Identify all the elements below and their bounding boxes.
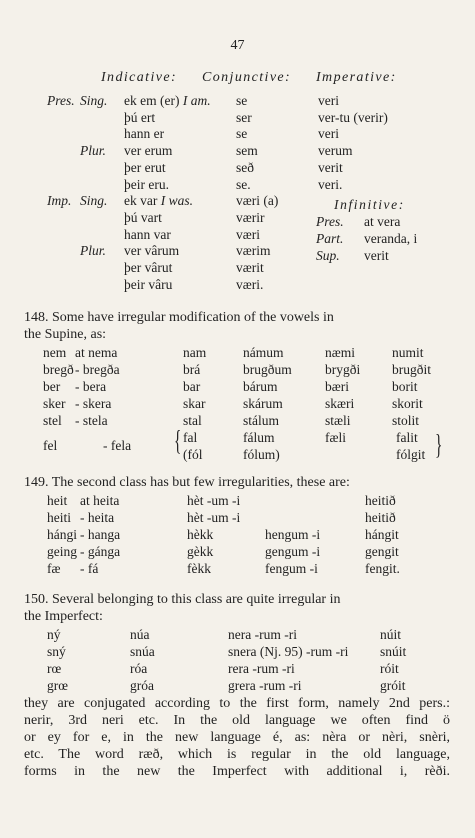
text-line: etc. The word ræð, which is regular in the old language, [24,747,450,762]
conjunctive-form: væri [236,226,261,242]
text-line: nerir, 3rd neri etc. In the old language we often find ö [24,713,450,728]
fel-col6b: fólgit [396,447,426,462]
cell-149: heit [47,493,68,508]
cell-148: numit [392,345,424,360]
fel-col4a: fálum [243,430,275,445]
cell-148: stel [43,413,62,428]
cell-150: núa [130,627,150,642]
cell-148: sker [43,396,66,411]
indicative-form: ek em (er) I am. [124,93,211,108]
cell-149: hèkk [187,527,214,542]
cell-148: brugðum [243,362,292,377]
infinitive-label: Sup. [316,248,340,263]
cell-150: snera (Nj. 95) -rum -ri [228,644,349,659]
cell-149: fèkk [187,561,211,576]
cell-150: róa [130,661,148,676]
number-label: Sing. [80,93,108,108]
cell-149: hèt -um -i [187,493,241,508]
cell-148: brygði [325,362,361,377]
infinitive-label: Part. [316,231,344,246]
cell-149: at heita [80,493,120,508]
cell-149: - gánga [80,544,121,559]
cell-149: gengit [365,544,399,559]
fel-col5: fæli [325,430,347,445]
cell-148: nam [183,345,207,360]
cell-148: bæri [325,379,350,394]
cell-148: skorit [392,396,423,411]
indicative-form: ek var I was. [124,193,193,209]
cell-148: - skera [75,396,112,411]
cell-150: ný [47,627,61,642]
fel-col1: fel [43,438,58,453]
indicative-form: hann var [124,226,171,242]
cell-148: - bera [75,379,107,394]
cell-149: hángi [47,527,77,542]
cell-149: fengum -i [265,561,318,576]
english-gloss: I was. [160,193,193,209]
cell-149: - hanga [80,527,121,542]
text-line: they are conjugated according to the first form, namely 2nd pers.: [24,696,450,711]
fel-col3a: fal [183,430,198,445]
cell-148: brugðit [392,362,431,377]
section-149-intro: 149. The second class has but few irregularities, these are: [24,475,350,490]
cell-148: ber [43,379,61,394]
cell-148: skæri [325,396,355,411]
conjunctive-form: værim [236,243,271,259]
cell-150: nera -rum -ri [228,627,297,642]
infinitive-form: verit [364,248,389,263]
cell-148: - bregða [75,362,120,377]
number-label: Plur. [80,143,106,159]
cell-148: borit [392,379,418,394]
conjunctive-form: væri (a) [236,193,279,209]
imperative-form: verum [318,143,353,159]
section-150-intro [24,591,450,625]
cell-148: skar [183,396,206,411]
cell-149: heiti [47,510,71,525]
cell-148: stálum [243,413,279,428]
cell-148: námum [243,345,284,360]
cell-148: bárum [243,379,278,394]
cell-149: gèkk [187,544,214,559]
indicative-form: ver erum [124,143,173,159]
indicative-form: þeir eru. [124,176,169,192]
section-150-line-2: the Imperfect: [24,609,103,624]
indicative-form: þer erut [124,159,166,175]
indicative-form: þer vârut [124,260,173,275]
cell-150: snúit [380,644,407,659]
cell-148: bregð [43,362,74,377]
indicative-form: þú ert [124,109,156,125]
cell-150: núit [380,627,402,642]
conjunctive-form: værit [236,260,264,275]
english-gloss: I am. [182,93,211,108]
cell-150: róit [380,661,399,676]
cell-148: stolit [392,413,420,428]
imperative-form: veri [318,126,339,142]
conjunctive-form: se [236,126,248,142]
conjunctive-form: væri. [236,276,264,292]
conjunctive-form: seð [236,159,254,175]
cell-149: hengum -i [265,527,321,542]
cell-149: geing [47,544,77,559]
number-label: Sing. [80,193,108,209]
cell-148: brá [183,362,201,377]
cell-150: rœ [47,661,62,676]
cell-148: at nema [75,345,118,360]
cell-149: hángit [365,527,399,542]
infinitive-label: Pres. [316,214,344,229]
cell-150: sný [47,644,66,659]
cell-148: skárum [243,396,283,411]
cell-149: heitið [365,510,396,525]
indicative-form: þú vart [124,209,162,225]
infinitive-form: at vera [364,214,401,229]
infinitive-form: veranda, i [364,231,418,246]
conjunctive-header: Conjunctive: [202,70,292,85]
fel-col3b: (fól [183,447,203,462]
cell-150: rera -rum -ri [228,661,295,676]
cell-150: grera -rum -ri [228,678,302,693]
section-150-line-1: 150. Several belonging to this class are quite irregular in [24,592,341,607]
text-line: or ey for e, in the new language é, as: nèra or nèri, snèri, [24,730,450,745]
conjunctive-form: værir [236,209,265,225]
imperative-header: Imperative: [316,70,397,85]
cell-149: hèt -um -i [187,510,241,525]
cell-148: stal [183,413,202,428]
text-line: forms in the new the Imperfect with additional i, rèði. [24,764,450,779]
fel-col4b: fólum) [243,447,280,462]
cell-150: grœ [47,678,68,693]
fel-col6a: falit [396,430,418,445]
conjunctive-form: se [236,93,248,108]
section-148-line-2: the Supine, as: [24,327,107,342]
tense-label: Imp. [47,193,72,209]
cell-150: snúa [130,644,155,659]
fel-col2: - fela [103,438,132,453]
cell-149: heitið [365,493,396,508]
cell-150: gróit [380,678,406,693]
cell-149: - fá [80,561,99,576]
cell-148: næmi [325,345,356,360]
cell-149: - heita [80,510,115,525]
indicative-form: hann er [124,126,165,142]
cell-149: gengum -i [265,544,321,559]
indicative-header: Indicative: [101,70,178,85]
right-brace-icon: } [435,430,443,461]
conjunctive-form: se. [236,176,251,192]
imperative-form: ver-tu (verir) [318,109,388,125]
left-brace-icon: { [174,426,182,457]
page-number: 47 [230,38,245,53]
cell-150: gróa [130,678,154,693]
imperative-form: verit [318,159,343,175]
indicative-form: ver vârum [124,243,180,259]
cell-148: - stela [75,413,108,428]
cell-148: bar [183,379,201,394]
tense-label: Pres. [47,93,75,108]
imperative-form: veri [318,93,339,108]
cell-149: fæ [47,561,61,576]
section-150-body [24,695,450,780]
infinitive-header: Infinitive: [334,197,405,212]
cell-148: nem [43,345,67,360]
indicative-form: þeir vâru [124,276,173,292]
imperative-form: veri. [318,176,343,192]
cell-149: fengit. [365,561,400,576]
section-148-line-1: 148. Some have irregular modification of the vowels in [24,310,334,325]
conjunctive-form: sem [236,143,258,159]
section-148-intro [24,309,450,343]
cell-148: stæli [325,413,351,428]
number-label: Plur. [80,243,106,259]
conjunctive-form: ser [236,109,252,125]
